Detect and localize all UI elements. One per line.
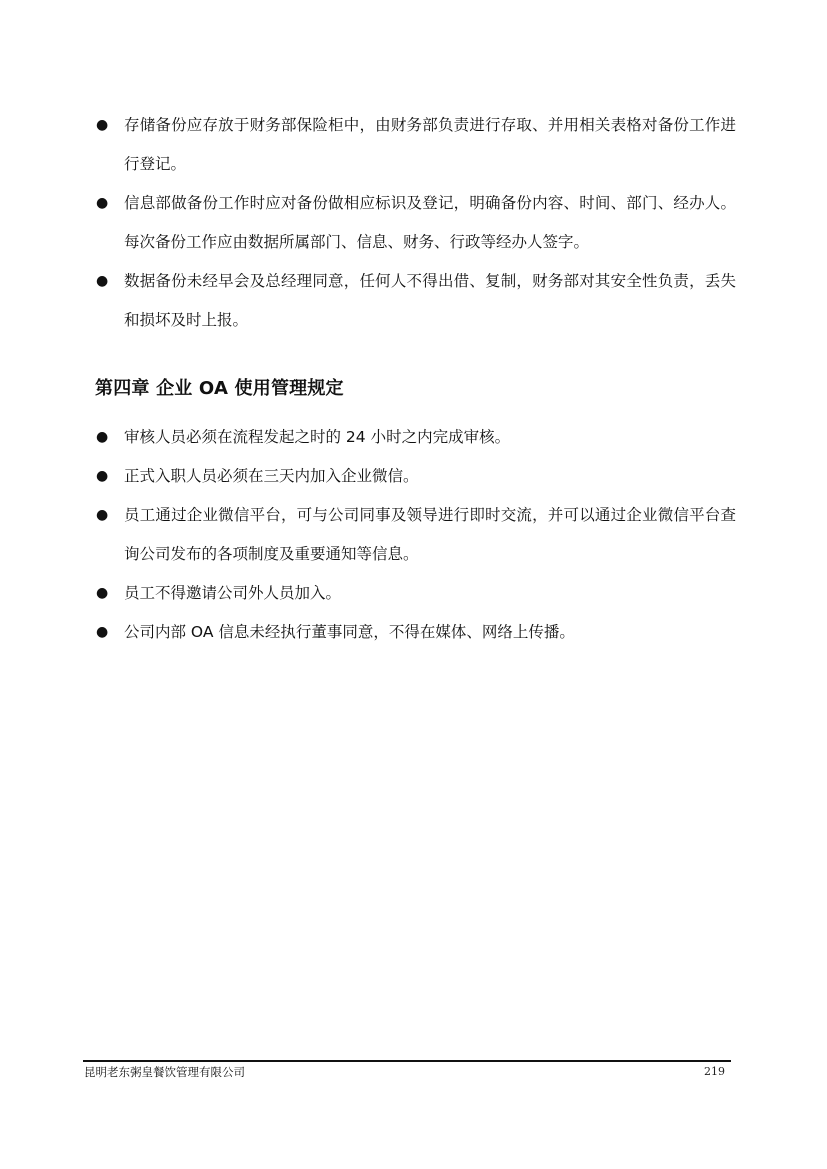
bullet-icon: ●: [96, 429, 109, 445]
list-item: [96, 574, 736, 613]
list-item-text: 员工不得邀请公司外人员加入。: [124, 584, 342, 602]
bullet-icon: ●: [96, 624, 109, 640]
bullet-icon: ●: [96, 585, 109, 601]
footer-company-name: 昆明老东粥皇餐饮管理有限公司: [84, 1065, 245, 1079]
list-item-text: 存储备份应存放于财务部保险柜中，由财务部负责进行存取、并用相关表格对备份工作进行登记。: [124, 116, 736, 173]
page-number: 219: [704, 1065, 725, 1078]
list-item: [96, 106, 736, 184]
list-item: [96, 496, 736, 574]
bullet-icon: ●: [96, 468, 109, 484]
bullet-icon: ●: [96, 273, 109, 289]
list-item: [96, 418, 736, 457]
footer-divider: [83, 1060, 731, 1062]
list-item-text: 数据备份未经早会及总经理同意，任何人不得出借、复制，财务部对其安全性负责，丢失和损坏及时上报。: [124, 272, 736, 329]
backup-rules-list: [96, 106, 736, 340]
list-item-text: 审核人员必须在流程发起之时的 24 小时之内完成审核。: [124, 428, 511, 446]
chapter-heading: 第四章 企业 OA 使用管理规定: [95, 378, 344, 399]
list-item: [96, 613, 736, 652]
list-item: [96, 184, 736, 262]
list-item-text: 信息部做备份工作时应对备份做相应标识及登记，明确备份内容、时间、部门、经办人。每次备份工作应由数据所属部门、信息、财务、行政等经办人签字。: [124, 194, 736, 251]
list-item: [96, 262, 736, 340]
list-item-text: 公司内部 OA 信息未经执行董事同意，不得在媒体、网络上传播。: [124, 623, 575, 641]
bullet-icon: ●: [96, 507, 109, 523]
bullet-icon: ●: [96, 195, 109, 211]
oa-rules-list: [96, 418, 736, 652]
list-item: [96, 457, 736, 496]
list-item-text: 正式入职人员必须在三天内加入企业微信。: [124, 467, 419, 485]
list-item-text: 员工通过企业微信平台，可与公司同事及领导进行即时交流，并可以通过企业微信平台查询公司发布的各项制度及重要通知等信息。: [124, 506, 736, 563]
bullet-icon: ●: [96, 117, 109, 133]
